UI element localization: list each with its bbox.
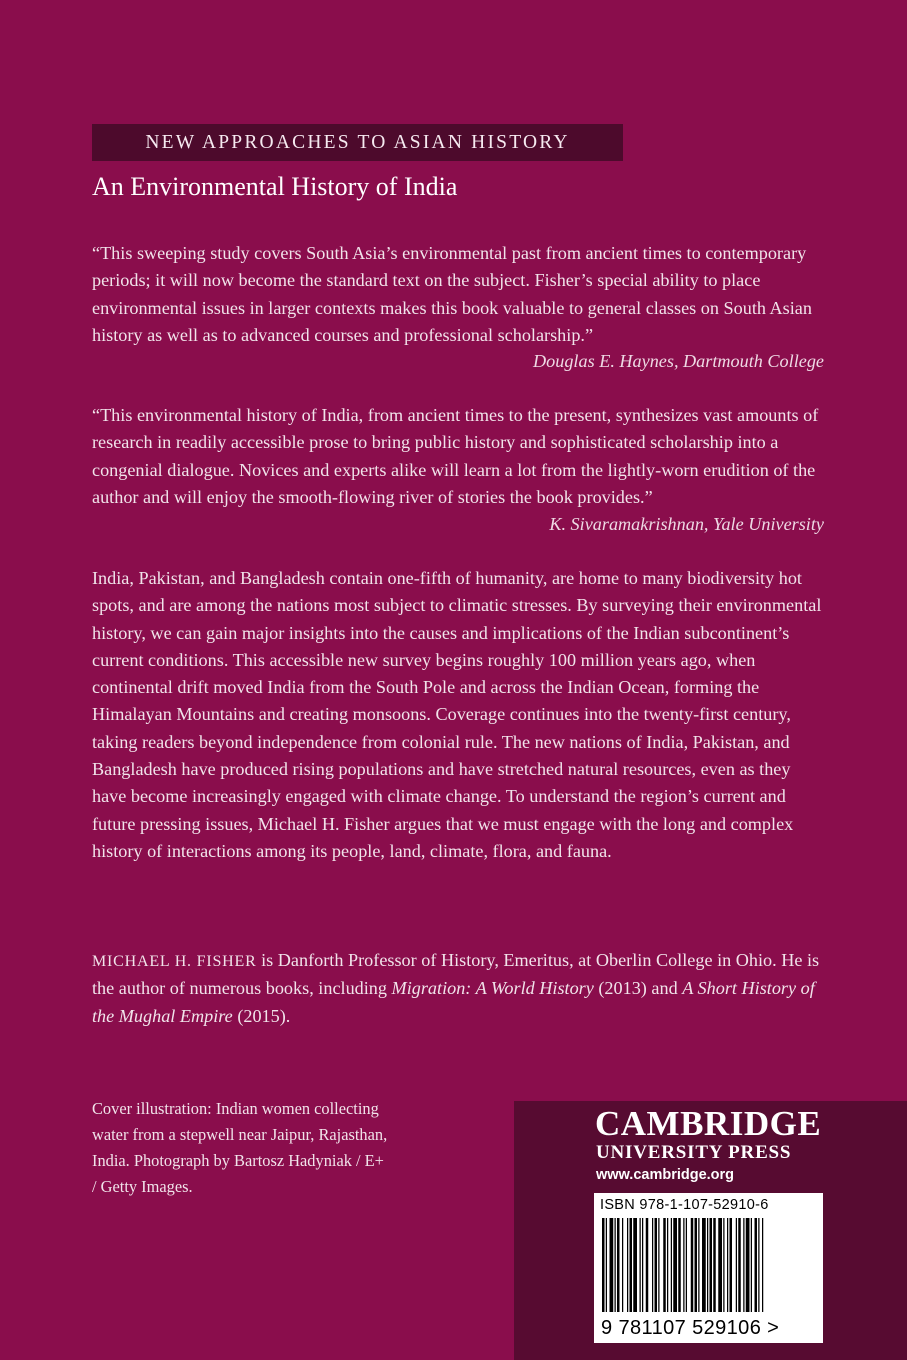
barcode-stripe (671, 1218, 672, 1312)
barcode-stripe (678, 1218, 681, 1312)
isbn-label: ISBN 978-1-107-52910-6 (600, 1197, 769, 1213)
barcode-stripe (746, 1218, 750, 1312)
barcode-stripe (743, 1218, 744, 1312)
barcode-stripe (640, 1218, 641, 1312)
barcode-stripe (698, 1218, 699, 1312)
barcode-stripe (673, 1218, 677, 1312)
barcode-stripe (658, 1218, 659, 1312)
barcode-stripe (602, 1218, 605, 1312)
barcode-stripe (762, 1218, 763, 1312)
barcode-stripe (755, 1218, 758, 1312)
bio-text-2: (2013) and (593, 978, 683, 999)
barcode-stripe (710, 1218, 713, 1312)
bio-text-1: is Danforth Professor of History, Emeritus, at Oberlin College in Ohio. He is the author of numerous books, including (92, 950, 820, 999)
barcode-stripe (622, 1218, 623, 1312)
series-title: NEW APPROACHES TO ASIAN HISTORY (145, 131, 570, 153)
barcode-stripe (686, 1218, 687, 1312)
barcode-stripe (615, 1218, 616, 1312)
author-name: MICHAEL H. FISHER (92, 953, 257, 970)
barcode-stripe (718, 1218, 722, 1312)
barcode-stripe (727, 1218, 728, 1312)
barcode-stripe (627, 1218, 628, 1312)
barcode-stripe (702, 1218, 706, 1312)
barcode-stripe (683, 1218, 684, 1312)
barcode-stripe (630, 1218, 633, 1312)
series-banner (92, 124, 623, 161)
barcode-icon (600, 1218, 817, 1314)
barcode-stripe (652, 1218, 653, 1312)
barcode-stripe (646, 1218, 649, 1312)
barcode-stripe (751, 1218, 752, 1312)
barcode-stripe (758, 1218, 759, 1312)
barcode-stripe (691, 1218, 694, 1312)
endorsement-attribution-1: Douglas E. Haynes, Dartmouth College (533, 351, 824, 371)
cover-credit: Cover illustration: Indian women collecting water from a stepwell near Jaipur, Rajasthan, India. Photograph by Bartosz Hadyniak / E+ / Getty Images. (92, 1099, 388, 1196)
barcode-stripe (730, 1218, 733, 1312)
endorsement-attribution-2: K. Sivaramakrishnan, Yale University (549, 514, 824, 534)
barcode-stripe (663, 1218, 666, 1312)
bio-text-3: (2015). (232, 1005, 291, 1026)
barcode-stripe (610, 1218, 614, 1312)
publisher-subtitle: UNIVERSITY PRESS (596, 1142, 792, 1163)
endorsement-quote-1: “This sweeping study covers South Asia’s environmental past from ancient times to contemporary periods; it will now become the standard text on the subject. Fisher’s special ability to place environmental issues in larger contexts makes this book valuable to general classes on South Asian history as well as to advanced courses and professional scholarship.” (92, 243, 812, 345)
barcode-stripe (667, 1218, 668, 1312)
barcode-stripe (617, 1218, 620, 1312)
barcode-stripe (655, 1218, 658, 1312)
barcode-digits: 9 781107 529106 > (601, 1317, 780, 1339)
barcode-stripe (736, 1218, 737, 1312)
book-title: An Environmental History of India (92, 172, 458, 201)
barcode-stripe (707, 1218, 708, 1312)
barcode-stripe (738, 1218, 741, 1312)
bio-book-2: A Short History of the Mughal Empire (92, 978, 815, 1026)
barcode-stripe (606, 1218, 607, 1312)
bio-book-1: Migration: A World History (391, 978, 594, 999)
publisher-name: CAMBRIDGE (595, 1104, 822, 1143)
barcode-stripe (633, 1218, 637, 1312)
book-description: India, Pakistan, and Bangladesh contain one-fifth of humanity, are home to many biodiversity hot spots, and are among the nations most subject to climatic stresses. By surveying their environmental history, we can gain major insights into the causes and implications of the Indian subcontinent’s current conditions. This accessible new survey begins roughly 100 million years ago, when continental drift moved India from the South Pole and across the Indian Ocean, forming the Himalayan Mountains and creating monsoons. Coverage continues into the twenty-first century, taking readers beyond independence from colonial rule. The new nations of India, Pakistan, and Bangladesh have produced rising populations and have stretched natural resources, even as they have become increasingly engaged with climate change. To understand the region’s current and future pressing issues, Michael H. Fisher argues that we must engage with the long and complex history of interactions among its people, land, climate, flora, and fauna. (92, 568, 822, 861)
barcode-stripe (695, 1218, 698, 1312)
publisher-url: www.cambridge.org (596, 1167, 735, 1183)
barcode-stripe (723, 1218, 724, 1312)
barcode-stripe (642, 1218, 643, 1312)
author-bio (92, 947, 832, 1030)
barcode-stripe (713, 1218, 716, 1312)
endorsement-quote-2: “This environmental history of India, from ancient times to the present, synthesizes vast amounts of research in readily accessible prose to bring public history and sophisticated scholarship into a congenial dialogue. Novices and experts alike will learn a lot from the lightly-worn erudition of the author and will enjoy the smooth-flowing river of stories the book provides.” (92, 405, 819, 507)
